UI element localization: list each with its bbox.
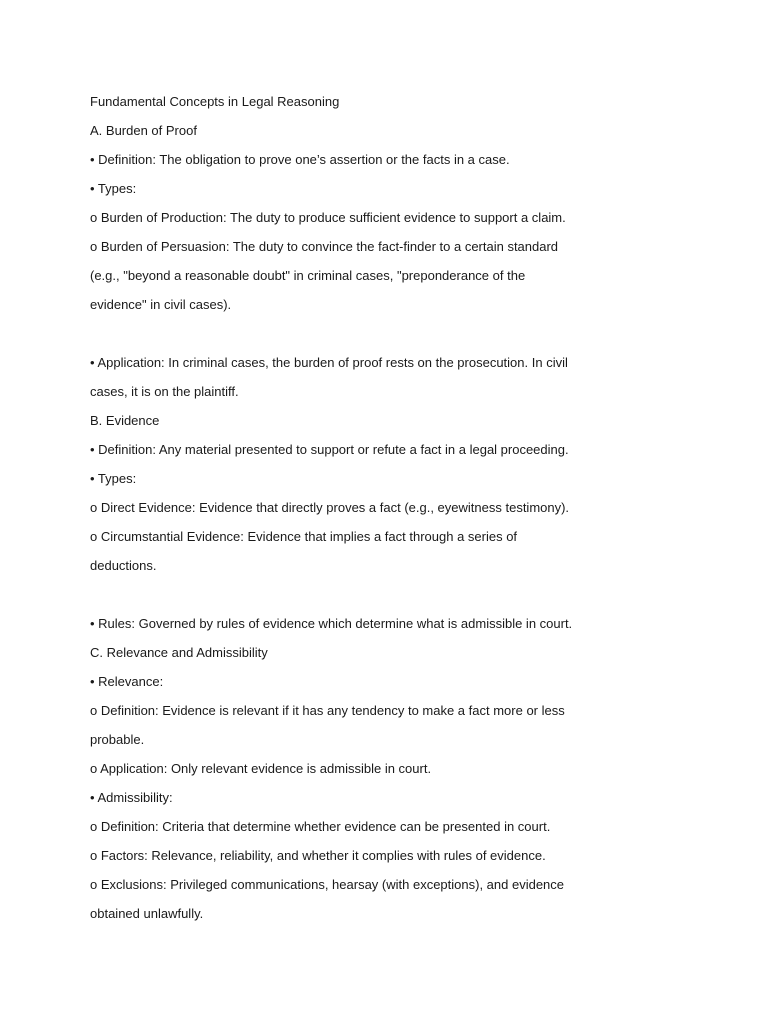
- section-a-types: • Types:: [90, 181, 137, 196]
- section-b-type-direct: o Direct Evidence: Evidence that directly proves a fact (e.g., eyewitness testimony).: [90, 500, 570, 515]
- section-a-type-persuasion-line-2: (e.g., "beyond a reasonable doubt" in criminal cases, "preponderance of the: [90, 268, 526, 283]
- section-c-admissibility-exclusions-line-1: o Exclusions: Privileged communications, hearsay (with exceptions), and evidence: [90, 877, 565, 892]
- section-b-types: • Types:: [90, 471, 137, 486]
- section-b-definition: • Definition: Any material presented to support or refute a fact in a legal proceeding.: [90, 442, 569, 457]
- section-b-type-circumstantial-line-2: deductions.: [90, 558, 157, 573]
- paragraph-gap: [90, 319, 690, 348]
- section-a-type-persuasion-line-1: o Burden of Persuasion: The duty to convince the fact-finder to a certain standard: [90, 239, 559, 254]
- section-c-relevance: • Relevance:: [90, 674, 164, 689]
- section-c-admissibility-definition: o Definition: Criteria that determine whether evidence can be presented in court.: [90, 819, 551, 834]
- section-c-heading: C. Relevance and Admissibility: [90, 645, 268, 660]
- section-a-heading: A. Burden of Proof: [90, 123, 197, 138]
- section-a-type-production: o Burden of Production: The duty to produce sufficient evidence to support a claim.: [90, 210, 566, 225]
- section-a-application-line-1: • Application: In criminal cases, the burden of proof rests on the prosecution. In civil: [90, 355, 568, 370]
- paragraph-gap: [90, 580, 690, 609]
- section-a-definition: • Definition: The obligation to prove one’s assertion or the facts in a case.: [90, 152, 510, 167]
- section-c-admissibility-factors: o Factors: Relevance, reliability, and whether it complies with rules of evidence.: [90, 848, 546, 863]
- section-b-type-circumstantial-line-1: o Circumstantial Evidence: Evidence that implies a fact through a series of: [90, 529, 518, 544]
- document-title: Fundamental Concepts in Legal Reasoning: [90, 94, 340, 109]
- section-c-admissibility-exclusions-line-2: obtained unlawfully.: [90, 906, 204, 921]
- section-c-relevance-application: o Application: Only relevant evidence is admissible in court.: [90, 761, 432, 776]
- section-c-relevance-definition-line-1: o Definition: Evidence is relevant if it has any tendency to make a fact more or less: [90, 703, 565, 718]
- section-a-type-persuasion-line-3: evidence" in civil cases).: [90, 297, 232, 312]
- section-c-relevance-definition-line-2: probable.: [90, 732, 145, 747]
- section-c-admissibility: • Admissibility:: [90, 790, 173, 805]
- section-b-rules: • Rules: Governed by rules of evidence which determine what is admissible in court.: [90, 616, 573, 631]
- section-a-application-line-2: cases, it is on the plaintiff.: [90, 384, 239, 399]
- section-b-heading: B. Evidence: [90, 413, 160, 428]
- document-body: [90, 87, 690, 928]
